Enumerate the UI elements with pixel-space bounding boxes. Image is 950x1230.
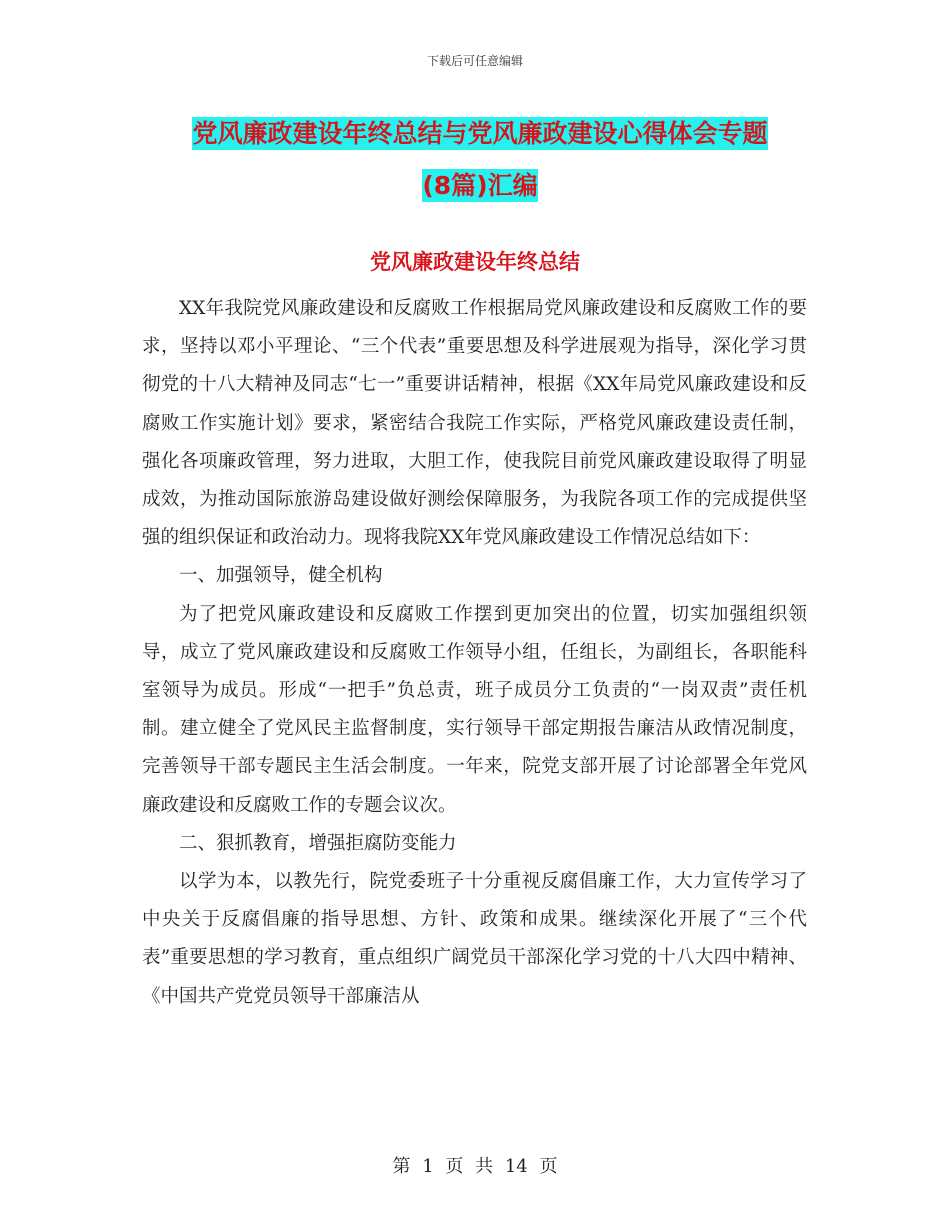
document-title-line-2: (8篇)汇编 xyxy=(422,171,538,200)
paragraph: XX年我院党风廉政建设和反腐败工作根据局党风廉政建设和反腐败工作的要求，坚持以邓小平理论、“三个代表”重要思想及科学进展观为指导，深化学习贯彻党的十八大精神及同志“七一”重要讲话精神，根据《XX年局党风廉政建设和反腐败工作实施计划》要求，紧密结合我院工作实际，严格党风廉政建设责任制，强化各项廉政管理，努力进取，大胆工作，使我院目前党风廉政建设取得了明显成效，为推动国际旅游岛建设做好测绘保障服务，为我院各项工作的完成提供坚强的组织保证和政治动力。现将我院XX年党风廉政建设工作情况总结如下： xyxy=(142,298,807,549)
paragraph: 以学为本，以教先行，院党委班子十分重视反腐倡廉工作，大力宣传学习了中央关于反腐倡廉的指导思想、方针、政策和成果。继续深化开展了“三个代表”重要思想的学习教育，重点组织广阔党员干部深化学习党的十八大四中精神、《中国共产党党员领导干部廉洁从 xyxy=(142,871,807,1007)
page-number: 第 1 页 共 14 页 xyxy=(392,1156,558,1177)
subheading: 一、加强领导，健全机构 xyxy=(179,565,383,587)
document-title xyxy=(140,108,820,212)
page-header-note: 下载后可任意编辑 xyxy=(426,54,523,68)
subheading: 二、狠抓教育，增强拒腐防变能力 xyxy=(179,832,457,854)
document-body xyxy=(142,290,807,1016)
paragraph: 为了把党风廉政建设和反腐败工作摆到更加突出的位置，切实加强组织领导，成立了党风廉政建设和反腐败工作领导小组，任组长，为副组长，各职能科室领导为成员。形成“一把手”负总责，班子成员分工负责的“一岗双责”责任机制。建立健全了党风民主监督制度，实行领导干部定期报告廉洁从政情况制度，完善领导干部专题民主生活会制度。一年来，院党支部开展了讨论部署全年党风廉政建设和反腐败工作的专题会议次。 xyxy=(142,603,807,816)
section-title: 党风廉政建设年终总结 xyxy=(370,250,580,274)
document-title-line-1: 党风廉政建设年终总结与党风廉政建设心得体会专题 xyxy=(192,119,768,148)
